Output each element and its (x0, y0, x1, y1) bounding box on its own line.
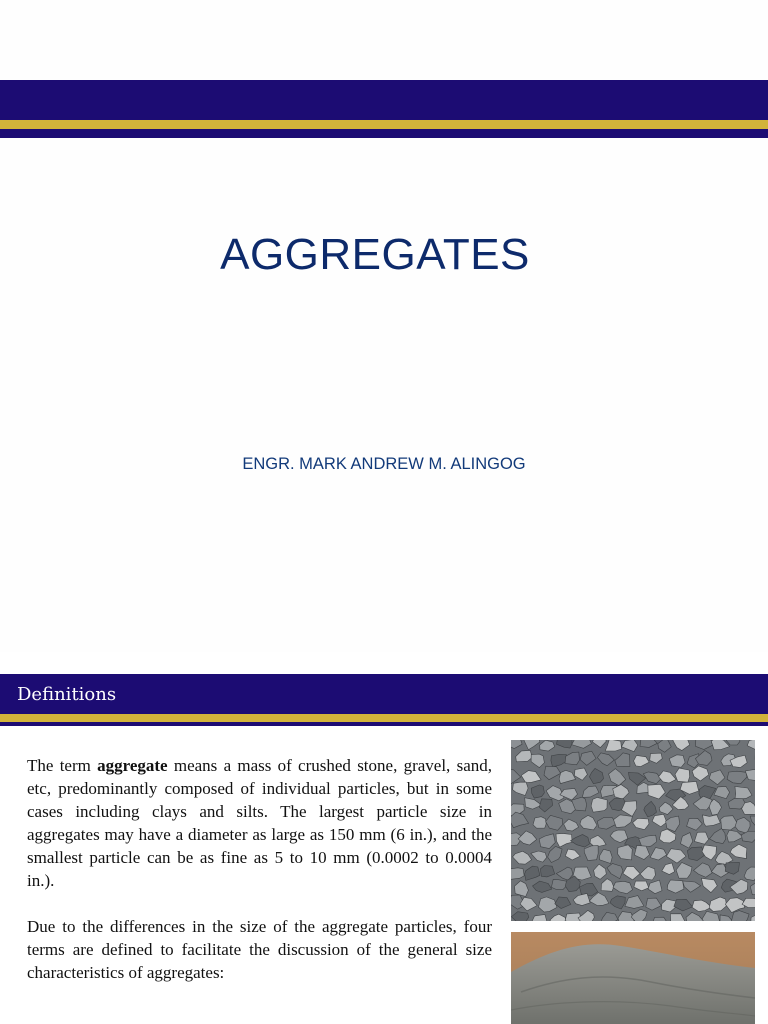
crushed-stone-photo (511, 740, 755, 921)
header-stripe (0, 714, 768, 722)
sand-pile-photo (511, 932, 755, 1024)
paragraph-prefix: The term (27, 756, 98, 775)
term-aggregate: aggregate (97, 756, 168, 775)
definition-paragraph (27, 754, 492, 892)
slide-heading: Definitions (17, 684, 117, 705)
header-band (0, 80, 768, 138)
size-terms-paragraph: Due to the differences in the size of the aggregate particles, four terms are defined to facilitate the discussion of the general size characteristics of aggregates: (27, 917, 492, 982)
definitions-slide (0, 652, 768, 1024)
paragraph-rest: means a mass of crushed stone, gravel, sand, etc, predominantly composed of individual particles, but in some cases including clays and silts. The largest particle size in aggregates may have a diameter as large as 150 mm (6 in.), and the smallest particle can be as fine as 5 to 10 mm (0.0002 to 0.0004 in.). (27, 756, 492, 890)
slide-title: AGGREGATES (220, 230, 530, 279)
header-stripe (0, 120, 768, 129)
author-name: ENGR. MARK ANDREW M. ALINGOG (242, 455, 526, 473)
